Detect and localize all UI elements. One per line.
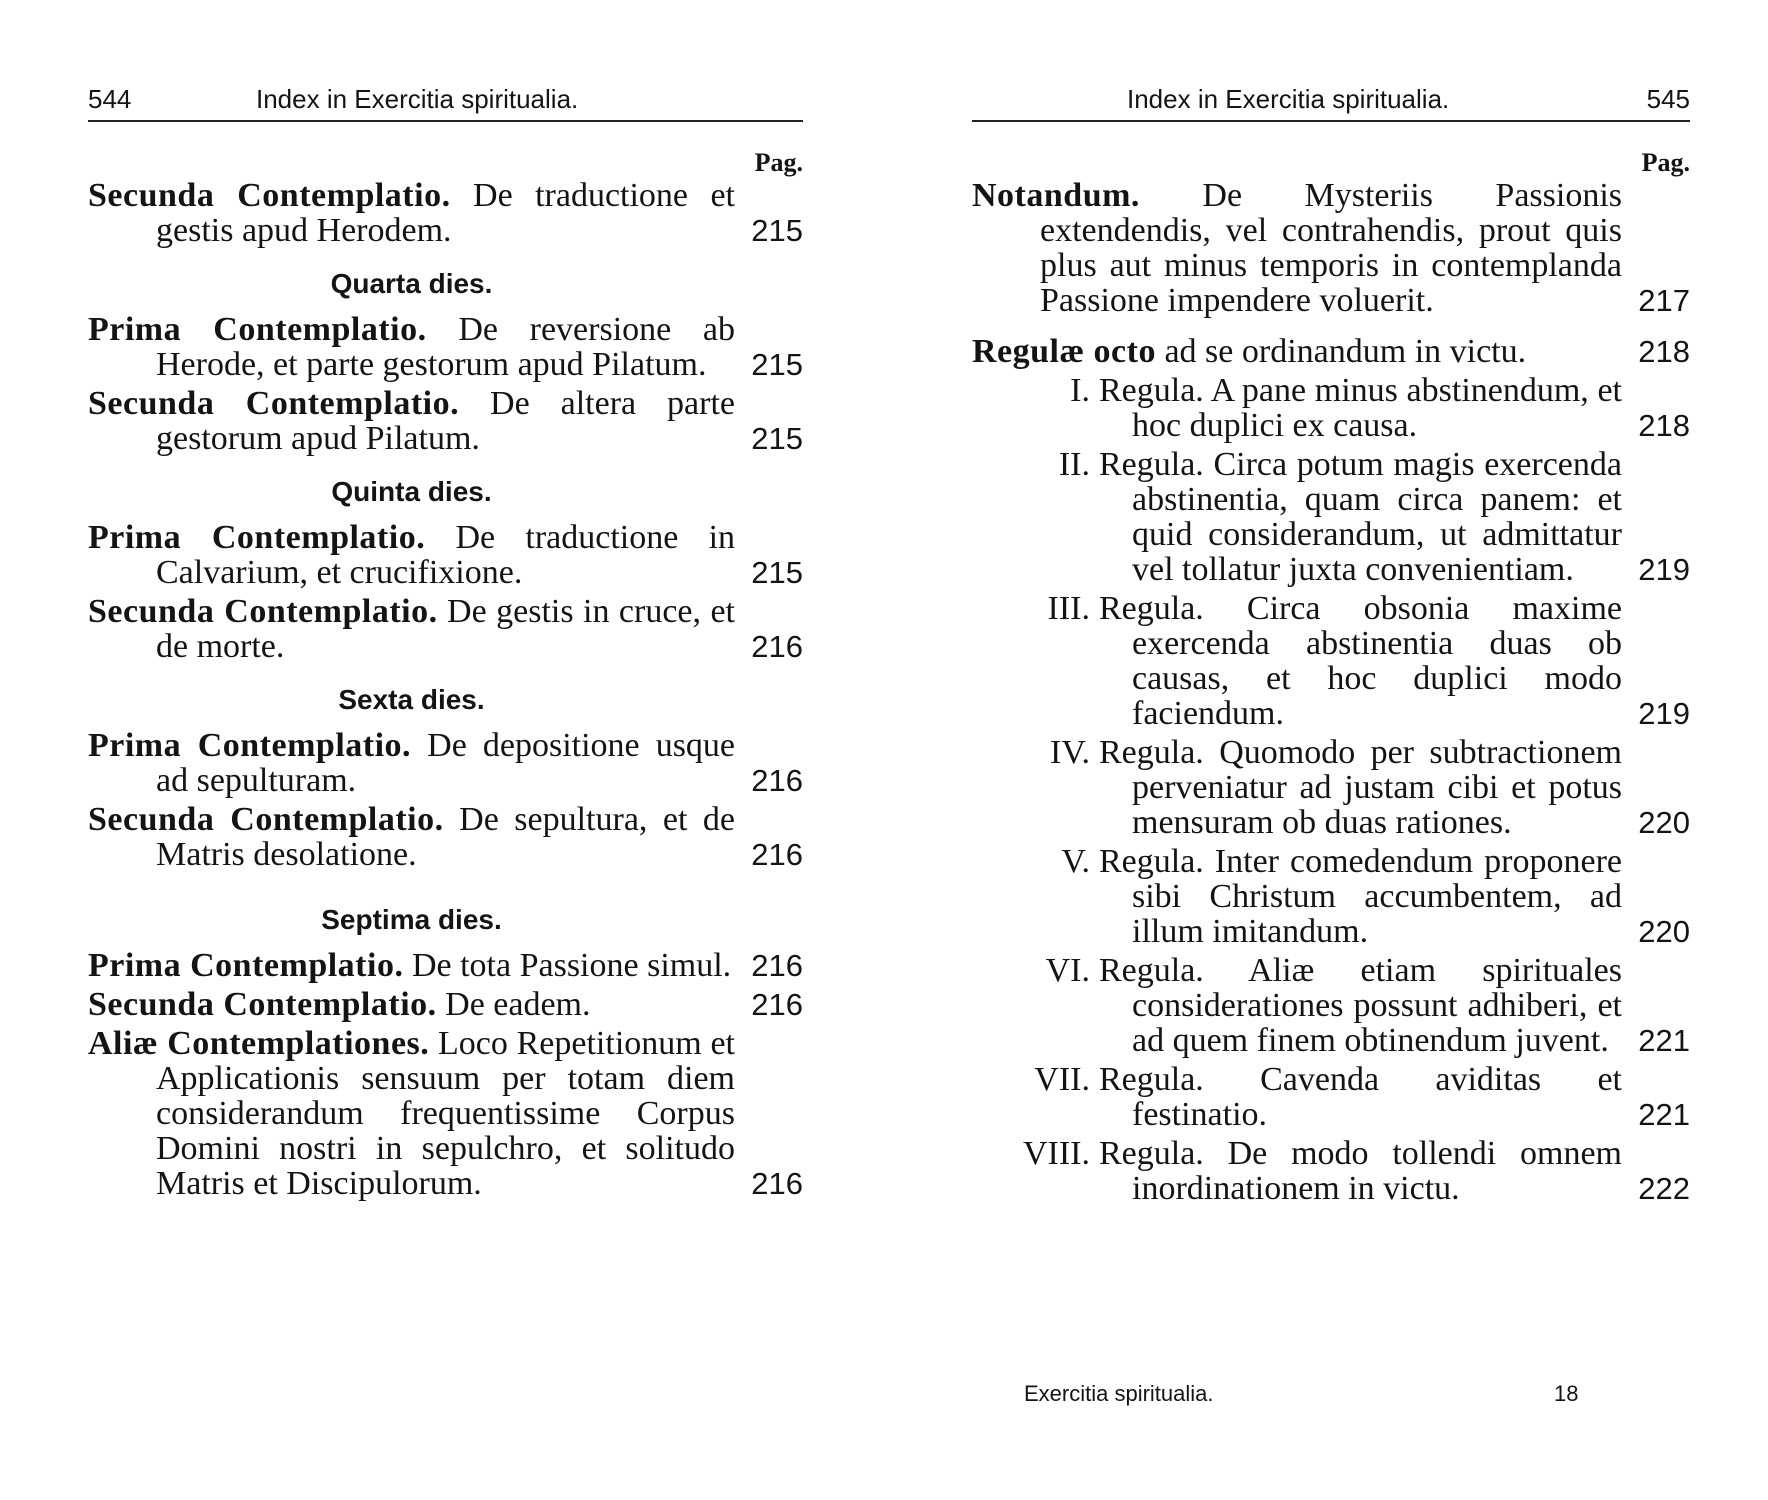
entry-page-ref: 222	[1638, 1171, 1690, 1206]
entry-text: De tota Passione simul.	[411, 947, 732, 984]
index-entry	[88, 802, 803, 872]
page-number: 545	[1646, 84, 1690, 114]
entry-title: Prima Contemplatio.	[88, 519, 426, 556]
running-head	[88, 80, 803, 122]
entry-page-ref: 216	[751, 1166, 803, 1201]
entry-page-ref: 215	[751, 347, 803, 382]
entry-title: Secunda Contemplatio.	[88, 593, 438, 630]
rule-text: Regula. Inter comedendum proponere sibi Christum accumbentem, ad illum imitandum.	[1099, 843, 1622, 950]
entry-text: De depositione usque ad sepulturam.	[156, 727, 736, 799]
entry-text: De altera parte gestorum apud Pilatum.	[156, 385, 736, 457]
day-heading: Sexta dies.	[338, 684, 485, 715]
entry-page-ref: 215	[751, 555, 803, 590]
entry-page-ref: 216	[751, 948, 803, 983]
entry-text: De gestis in cruce, et de morte.	[156, 593, 736, 665]
entry-title: Regulæ octo	[972, 333, 1156, 370]
rule-entry	[972, 953, 1690, 1058]
entry-page-ref: 218	[1638, 334, 1690, 369]
rule-entry	[972, 735, 1690, 840]
day-heading: Quinta dies.	[331, 476, 492, 507]
rule-numeral: VII.	[1034, 1061, 1090, 1098]
rule-numeral: VIII.	[1022, 1135, 1090, 1172]
entry-text: Loco Repetitionum et Applicationis sensuum per totam diem considerandum frequentissime Corpus Domini nostri in sepulchro, et solitudo Matris et Discipulorum.	[156, 1025, 735, 1202]
rule-text: Regula. Circa potum magis exercenda abstinentia, quam circa panem: et quid considerandum, ut admittatur vel tollatur juxta convenientiam.	[1099, 446, 1622, 588]
index-entry	[88, 312, 803, 382]
index-entries	[88, 178, 803, 1205]
index-entry	[88, 1026, 803, 1201]
entry-page-ref: 220	[1638, 914, 1690, 949]
index-entries	[972, 178, 1690, 1210]
entry-text: De reversione ab Herode, et parte gestorum apud Pilatum.	[156, 311, 736, 383]
index-entry	[88, 594, 803, 664]
signature-title: Exercitia spiritualia.	[1024, 1381, 1214, 1406]
rule-entry	[972, 844, 1690, 949]
rule-numeral: II.	[1058, 446, 1090, 483]
entry-text: De Mysteriis Passionis extendendis, vel contrahendis, prout quis plus aut minus temporis in contemplanda Passione impendere voluerit.	[1040, 177, 1623, 319]
entry-title: Prima Contemplatio.	[88, 947, 404, 984]
entry-page-ref: 216	[751, 629, 803, 664]
entry-text: ad se ordinandum in victu.	[1164, 333, 1527, 370]
rule-numeral: IV.	[1050, 734, 1090, 771]
entry-text: De eadem.	[445, 986, 591, 1023]
pag-column-label: Pag.	[1641, 148, 1690, 177]
entry-page-ref: 219	[1638, 552, 1690, 587]
entry-page-ref: 215	[751, 421, 803, 456]
running-head	[972, 80, 1690, 122]
entry-text: De traductione in Calvarium, et crucifixione.	[156, 519, 736, 591]
entry-title: Secunda Contemplatio.	[88, 801, 444, 838]
index-entry	[88, 520, 803, 590]
rule-text: Regula. De modo tollendi omnem inordinationem in victu.	[1099, 1135, 1622, 1207]
rule-entry	[972, 591, 1690, 731]
entry-page-ref: 220	[1638, 805, 1690, 840]
entry-page-ref: 216	[751, 987, 803, 1022]
rule-numeral: III.	[1047, 590, 1090, 627]
rule-numeral: V.	[1061, 843, 1090, 880]
rule-text: Regula. Circa obsonia maxime exercenda abstinentia duas ob causas, et hoc duplici modo faciendum.	[1099, 590, 1622, 732]
rule-entry	[972, 373, 1690, 443]
entry-page-ref: 221	[1638, 1097, 1690, 1132]
entry-text: De traductione et gestis apud Herodem.	[156, 177, 735, 249]
rule-entry	[972, 447, 1690, 587]
index-entry	[88, 386, 803, 456]
entry-title: Secunda Contemplatio.	[88, 986, 437, 1023]
rule-text: Regula. A pane minus abstinendum, et hoc duplici ex causa.	[1099, 372, 1622, 444]
index-entry	[88, 728, 803, 798]
rule-entry	[972, 1062, 1690, 1132]
rule-entry	[972, 1136, 1690, 1206]
running-title: Index in Exercitia spiritualia.	[256, 84, 579, 114]
entry-page-ref: 217	[1638, 283, 1690, 318]
entry-title: Secunda Contemplatio.	[88, 385, 460, 422]
entry-page-ref: 218	[1638, 408, 1690, 443]
entry-title: Prima Contemplatio.	[88, 311, 427, 348]
signature-number: 18	[1554, 1381, 1579, 1406]
entry-page-ref: 219	[1638, 696, 1690, 731]
day-heading: Quarta dies.	[330, 268, 493, 299]
entry-page-ref: 216	[751, 837, 803, 872]
rule-text: Regula. Cavenda aviditas et festinatio.	[1099, 1061, 1622, 1133]
entry-text: De sepultura, et de Matris desolatione.	[156, 801, 736, 873]
rule-numeral: VI.	[1045, 952, 1090, 989]
index-entry	[88, 948, 803, 983]
entry-title: Aliæ Contemplationes.	[88, 1025, 430, 1062]
index-entry	[972, 334, 1690, 369]
day-heading: Septima dies.	[321, 904, 502, 935]
rule-text: Regula. Quomodo per subtractionem perveniatur ad justam cibi et potus mensuram ob duas rationes.	[1099, 734, 1622, 841]
running-title: Index in Exercitia spiritualia.	[1127, 84, 1450, 114]
entry-page-ref: 216	[751, 763, 803, 798]
entry-title: Notandum.	[972, 177, 1140, 214]
page-number: 544	[88, 84, 132, 114]
entry-title: Prima Contemplatio.	[88, 727, 412, 764]
entry-page-ref: 221	[1638, 1023, 1690, 1058]
rule-text: Regula. Aliæ etiam spirituales considerationes possunt adhiberi, et ad quem finem obtinendum juvent.	[1099, 952, 1622, 1059]
entry-page-ref: 215	[751, 213, 803, 248]
rule-numeral: I.	[1070, 372, 1090, 409]
pag-column-label: Pag.	[754, 148, 803, 177]
signature-line	[1024, 1381, 1690, 1411]
index-entry	[88, 178, 803, 248]
index-entry	[88, 987, 803, 1022]
entry-title: Secunda Contemplatio.	[88, 177, 451, 214]
index-entry	[972, 178, 1690, 318]
